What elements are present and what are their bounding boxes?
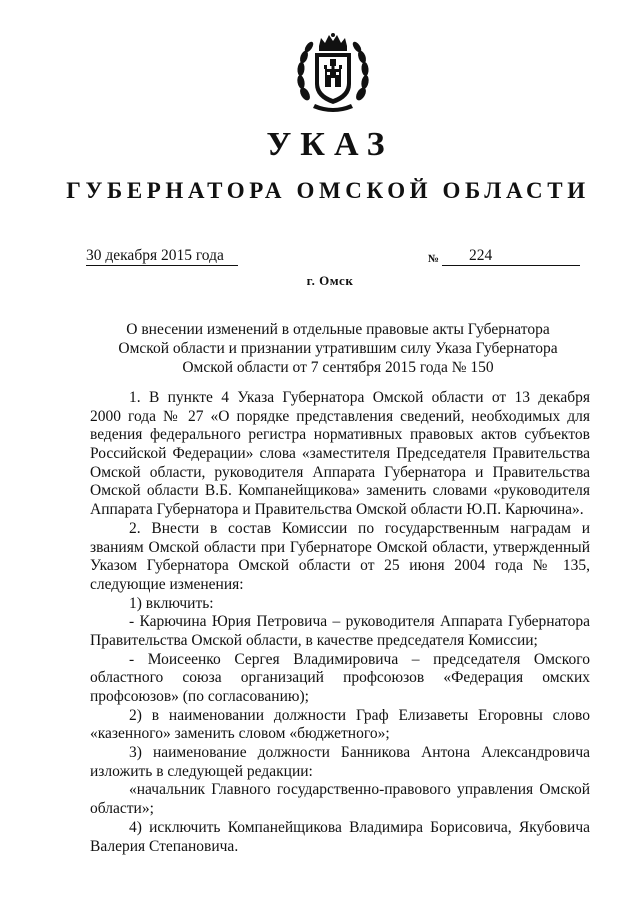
body-line: 1. В пункте 4 Указа Губернатора Омской области от 13 декабря xyxy=(129,389,590,406)
document-title-line: Омской области и признании утратившим силу Указа Губернатора xyxy=(118,340,558,357)
body-line: 1) включить: xyxy=(129,594,214,612)
body-line: «начальник Главного государственно-правового управления Омской xyxy=(129,781,590,799)
body-line: Валерия Степановича. xyxy=(90,837,239,855)
body-line: 4) исключить Компанейщикова Владимира Борисовича, Якубовича xyxy=(129,818,590,836)
body-line: профсоюзов» (по согласованию); xyxy=(90,688,309,705)
city: г. Омск xyxy=(306,273,354,288)
document-title xyxy=(0,320,640,377)
number-sign: № xyxy=(428,253,440,265)
document-title-line: О внесении изменений в отдельные правовые акты Губернатора xyxy=(126,321,550,338)
decree-number-field xyxy=(442,248,580,266)
decree-issuer: ГУБЕРНАТОРА ОМСКОЙ ОБЛАСТИ xyxy=(66,178,590,203)
body-line: изложить в следующей редакции: xyxy=(90,762,313,780)
decree-date: 30 декабря 2015 года xyxy=(86,248,238,266)
body-line: 2. Внести в состав Комиссии по государственным наградам и xyxy=(129,519,590,537)
body-line: ведения федерального регистра нормативных правовых актов субъектов xyxy=(90,426,590,444)
body-line: - Карючина Юрия Петровича – руководителя Аппарата Губернатора xyxy=(129,613,590,631)
document-title-line: Омской области от 7 сентября 2015 года № 150 xyxy=(182,359,494,376)
body-line: «казенного» заменить словом «бюджетного»; xyxy=(90,725,390,743)
body-line: званиям Омской области при Губернаторе Омской области, утвержденный xyxy=(90,538,590,556)
body-line: Омской области, руководителя Аппарата Губернатора и Правительства xyxy=(90,463,590,481)
decree-title: УКАЗ xyxy=(266,126,394,163)
body-line: 2) в наименовании должности Граф Елизаветы Егоровны слово xyxy=(129,706,590,724)
body-line: Правительства Омской области, в качестве председателя Комиссии; xyxy=(90,631,538,649)
coat-of-arms-icon xyxy=(291,32,375,116)
body-line: Указом Губернатора Омской области от 25 июня 2004 года № 135, xyxy=(90,557,590,575)
body-line: областного союза организаций профсоюзов «Федерация омских xyxy=(90,669,590,687)
body-line: области»; xyxy=(90,800,154,818)
body-line: Аппарата Губернатора и Правительства Омской области Ю.П. Карючина». xyxy=(90,501,584,519)
decree-number: 224 xyxy=(469,247,493,264)
body-line: - Моисеенко Сергея Владимировича – председателя Омского xyxy=(129,650,590,668)
body-line: 2000 года № 27 «О порядке представления сведений, необходимых для xyxy=(90,407,590,425)
body-line: следующие изменения: xyxy=(90,575,244,593)
body-line: Российской Федерации» слова «заместителя Председателя Правительства xyxy=(90,445,590,463)
body-line: Омской области В.Б. Компанейщикова» заменить словами «руководителя xyxy=(90,482,590,500)
document-body xyxy=(90,389,590,856)
body-line: 3) наименование должности Банникова Антона Александровича xyxy=(129,744,590,762)
